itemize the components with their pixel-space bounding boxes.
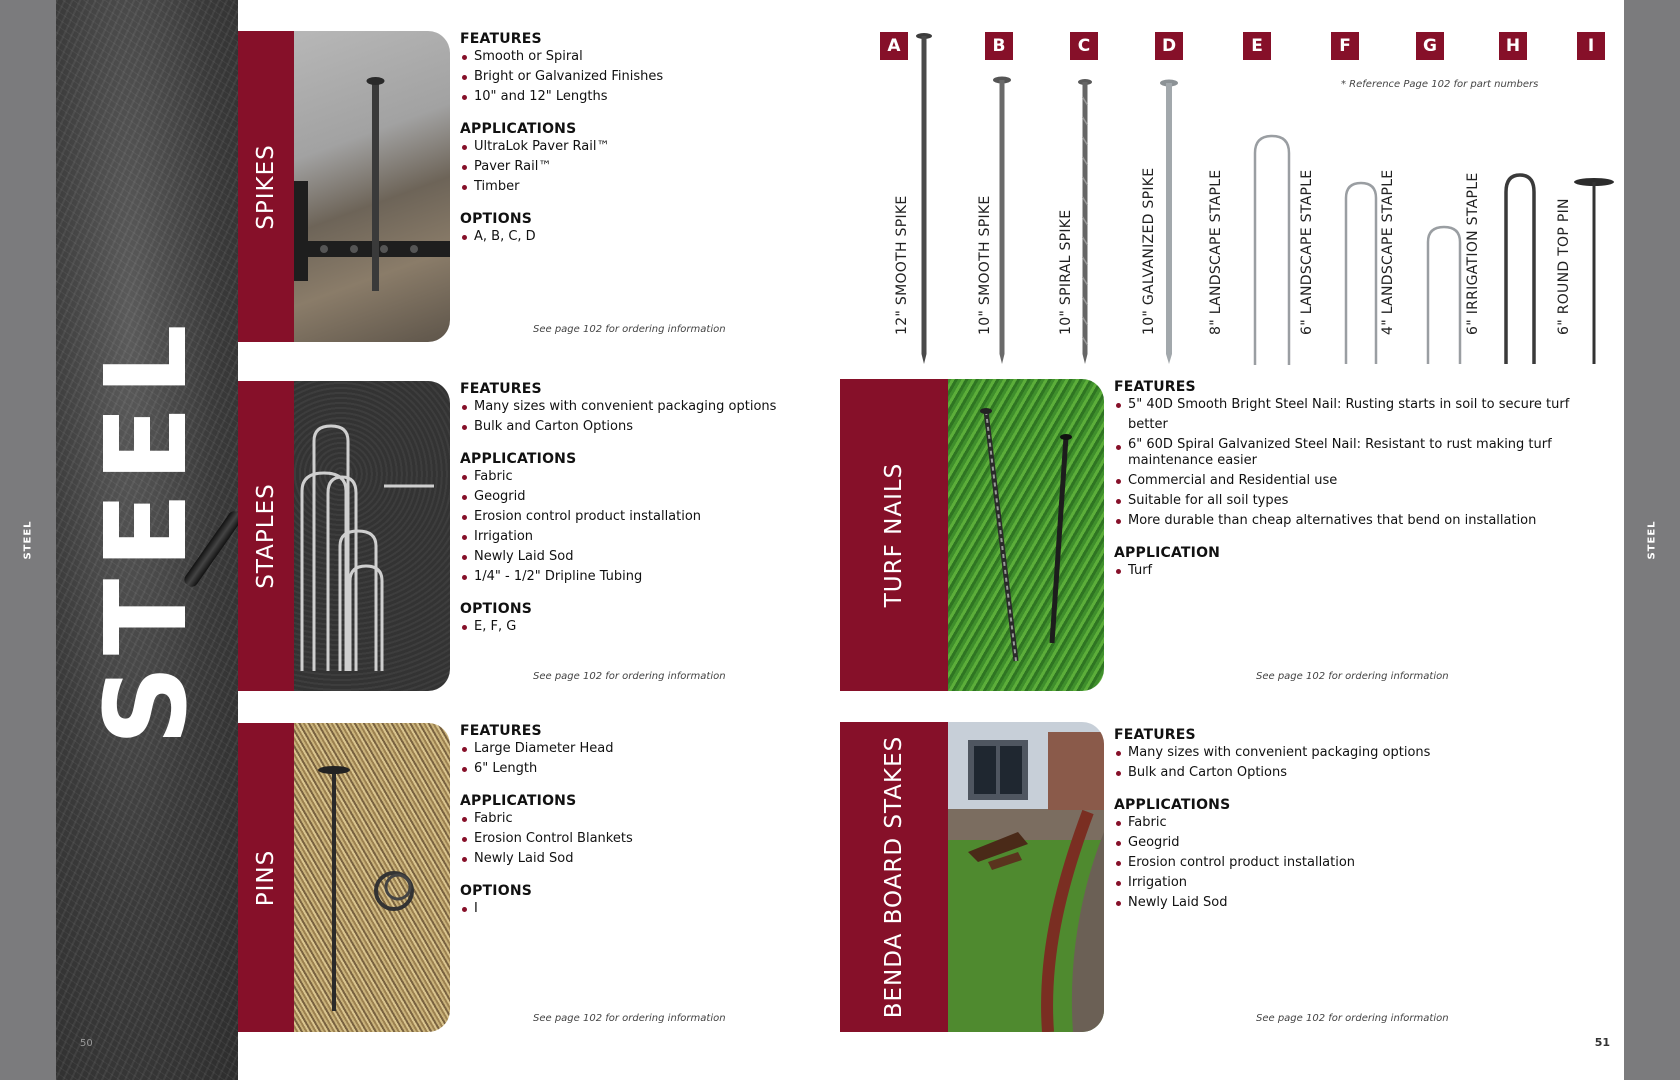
spikes-order-note: See page 102 for ordering information	[533, 324, 726, 335]
pins-photo	[294, 723, 450, 1032]
steel-title: STEEL	[82, 314, 212, 746]
irrigation-staple-6-icon	[1501, 172, 1539, 366]
list-item: 6" Length	[460, 759, 798, 779]
pins-title: PINS	[253, 849, 279, 906]
catalog-letter-h: H	[1499, 32, 1527, 60]
turf-nails-order-note: See page 102 for ordering information	[1256, 671, 1449, 682]
spike-in-rail-image	[294, 31, 450, 342]
benda-board-stakes-title: BENDA BOARD STAKES	[881, 735, 907, 1019]
catalog-item-label: 8" LANDSCAPE STAPLE	[1208, 169, 1224, 335]
spikes-block	[238, 31, 798, 342]
catalog-item-label: 12" SMOOTH SPIKE	[894, 195, 910, 335]
staples-options-heading: OPTIONS	[460, 601, 533, 617]
left-gutter-label: STEEL	[22, 520, 34, 560]
turf-nails-applications-list	[1114, 561, 1610, 581]
benda-board-stakes-features-list	[1114, 743, 1610, 783]
catalog-page	[238, 0, 1624, 1080]
list-item: Newly Laid Sod	[460, 547, 798, 567]
turf-nails-title-bar	[840, 379, 948, 691]
list-item: Erosion Control Blankets	[460, 829, 798, 849]
spikes-applications-list	[460, 137, 798, 197]
staples-applications-list	[460, 467, 798, 587]
pins-features-list	[460, 739, 798, 779]
landscape-staple-8-icon	[1250, 133, 1294, 366]
turf-nails-image	[948, 379, 1104, 691]
catalog-letter-f: F	[1331, 32, 1359, 60]
catalog-item-label: 4" LANDSCAPE STAPLE	[1380, 169, 1396, 335]
right-gutter-label: STEEL	[1646, 520, 1658, 560]
list-item: Smooth or Spiral	[460, 47, 798, 67]
benda-board-stakes-info	[1114, 727, 1610, 913]
list-item: More durable than cheap alternatives that bend on installation	[1114, 511, 1584, 531]
list-item: A, B, C, D	[460, 227, 798, 247]
list-item: Many sizes with convenient packaging options	[1114, 743, 1610, 763]
benda-board-stakes-order-note: See page 102 for ordering information	[1256, 1013, 1449, 1024]
benda-board-stakes-photo	[948, 722, 1104, 1032]
staples-photo	[294, 381, 450, 691]
staples-title: STAPLES	[253, 483, 279, 589]
list-item: I	[460, 899, 798, 919]
catalog-item-label: 6" LANDSCAPE STAPLE	[1299, 169, 1315, 335]
staples-block	[238, 381, 798, 691]
landscape-staple-4-icon	[1423, 224, 1465, 366]
spikes-title-bar	[238, 31, 294, 342]
list-item: E, F, G	[460, 617, 798, 637]
catalog-letter-a: A	[880, 32, 908, 60]
list-item: Many sizes with convenient packaging options	[460, 397, 798, 417]
list-item: Newly Laid Sod	[1114, 893, 1610, 913]
list-item: Geogrid	[460, 487, 798, 507]
staples-image	[294, 381, 450, 691]
spikes-options-heading: OPTIONS	[460, 211, 533, 227]
list-item: 6" 60D Spiral Galvanized Steel Nail: Resistant to rust making turf maintenance easier	[1114, 437, 1584, 469]
catalog-item-label: 6" ROUND TOP PIN	[1556, 198, 1572, 335]
list-item: 5" 40D Smooth Bright Steel Nail: Rusting starts in soil to secure turf better	[1114, 395, 1584, 435]
steel-texture-band	[56, 0, 238, 1080]
turf-nails-applications-heading: APPLICATION	[1114, 545, 1221, 561]
galvanized-spike-10-icon	[1157, 78, 1181, 366]
landscape-staple-6-icon	[1341, 180, 1381, 366]
list-item: Fabric	[460, 809, 798, 829]
spiral-spike-10-icon	[1073, 77, 1097, 366]
left-gutter	[0, 0, 56, 1080]
catalog-item-label: 10" SPIRAL SPIKE	[1058, 209, 1074, 335]
staples-info	[460, 381, 798, 637]
catalog-item-label: 10" GALVANIZED SPIKE	[1141, 167, 1157, 335]
turf-nails-features-list	[1114, 395, 1584, 531]
staples-options-list	[460, 617, 798, 637]
list-item: Timber	[460, 177, 798, 197]
staples-applications-heading: APPLICATIONS	[460, 451, 577, 467]
benda-board-stakes-block	[840, 722, 1610, 1032]
pins-options-list	[460, 899, 798, 919]
list-item: 1/4" - 1/2" Dripline Tubing	[460, 567, 798, 587]
pins-applications-heading: APPLICATIONS	[460, 793, 577, 809]
catalog-item-label: 6" IRRIGATION STAPLE	[1465, 172, 1481, 335]
list-item: Commercial and Residential use	[1114, 471, 1584, 491]
spikes-title: SPIKES	[253, 143, 279, 230]
catalog-item-label: 10" SMOOTH SPIKE	[977, 195, 993, 335]
pins-applications-list	[460, 809, 798, 869]
right-gutter	[1624, 0, 1680, 1080]
list-item: Turf	[1114, 561, 1610, 581]
pins-block	[238, 723, 798, 1032]
staples-title-bar	[238, 381, 294, 691]
turf-nails-info	[1114, 379, 1610, 581]
smooth-spike-10-icon	[990, 74, 1014, 366]
benda-board-stakes-features-heading: FEATURES	[1114, 727, 1196, 743]
list-item: Large Diameter Head	[460, 739, 798, 759]
list-item: Bright or Galvanized Finishes	[460, 67, 798, 87]
list-item: 10" and 12" Lengths	[460, 87, 798, 107]
benda-board-stakes-title-bar	[840, 722, 948, 1032]
catalog-letter-c: C	[1070, 32, 1098, 60]
spikes-features-list	[460, 47, 798, 107]
pin-in-straw-image	[294, 723, 450, 1032]
list-item: Bulk and Carton Options	[460, 417, 798, 437]
staples-features-heading: FEATURES	[460, 381, 542, 397]
pins-info	[460, 723, 798, 919]
spikes-applications-heading: APPLICATIONS	[460, 121, 577, 137]
catalog-letter-b: B	[985, 32, 1013, 60]
list-item: Irrigation	[1114, 873, 1610, 893]
turf-nails-photo	[948, 379, 1104, 691]
right-page-number: 51	[1594, 1036, 1610, 1049]
left-page-number: 50	[80, 1038, 93, 1049]
turf-nails-block	[840, 379, 1610, 691]
catalog-letter-d: D	[1155, 32, 1183, 60]
benda-board-stake-image	[948, 722, 1104, 1032]
list-item: Irrigation	[460, 527, 798, 547]
pins-options-heading: OPTIONS	[460, 883, 533, 899]
pins-title-bar	[238, 723, 294, 1032]
spikes-options-list	[460, 227, 798, 247]
pins-order-note: See page 102 for ordering information	[533, 1013, 726, 1024]
turf-nails-title: TURF NAILS	[881, 462, 907, 608]
round-top-pin-icon	[1572, 176, 1616, 366]
spikes-features-heading: FEATURES	[460, 31, 542, 47]
catalog-letter-i: I	[1577, 32, 1605, 60]
staples-order-note: See page 102 for ordering information	[533, 671, 726, 682]
turf-nails-features-heading: FEATURES	[1114, 379, 1196, 395]
spikes-info	[460, 31, 798, 247]
catalog-letter-e: E	[1243, 32, 1271, 60]
list-item: UltraLok Paver Rail™	[460, 137, 798, 157]
pins-features-heading: FEATURES	[460, 723, 542, 739]
staples-features-list	[460, 397, 798, 437]
list-item: Fabric	[1114, 813, 1610, 833]
catalog-letter-g: G	[1416, 32, 1444, 60]
list-item: Fabric	[460, 467, 798, 487]
list-item: Newly Laid Sod	[460, 849, 798, 869]
benda-board-stakes-applications-list	[1114, 813, 1610, 913]
benda-board-stakes-applications-heading: APPLICATIONS	[1114, 797, 1231, 813]
reference-note: * Reference Page 102 for part numbers	[1341, 79, 1539, 90]
list-item: Paver Rail™	[460, 157, 798, 177]
list-item: Erosion control product installation	[460, 507, 798, 527]
list-item: Erosion control product installation	[1114, 853, 1610, 873]
list-item: Bulk and Carton Options	[1114, 763, 1610, 783]
list-item: Suitable for all soil types	[1114, 491, 1584, 511]
spikes-photo	[294, 31, 450, 342]
list-item: Geogrid	[1114, 833, 1610, 853]
smooth-spike-12-icon	[912, 30, 936, 366]
